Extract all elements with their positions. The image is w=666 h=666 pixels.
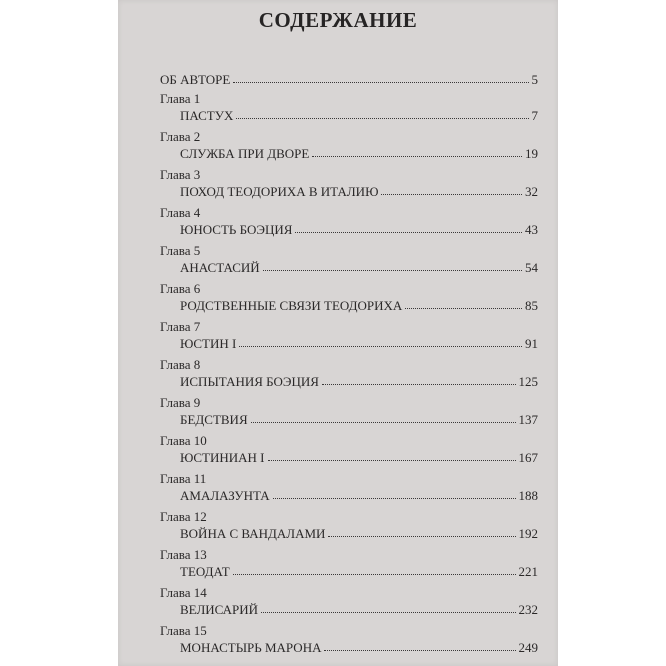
dot-leader: [312, 156, 522, 157]
table-of-contents: [118, 0, 558, 666]
dot-leader: [405, 308, 522, 309]
chapter-label: Глава 13: [160, 547, 207, 562]
chapter-label: Глава 15: [160, 623, 207, 638]
dot-leader: [261, 612, 515, 613]
dot-leader: [236, 118, 528, 119]
chapter-label: Глава 5: [160, 243, 201, 258]
page-number: 249: [518, 640, 538, 655]
entry-title: АНАСТАСИЙ: [180, 260, 260, 275]
entry-title: ЮСТИН I: [180, 336, 237, 351]
toc-entry[interactable]: [180, 334, 538, 350]
entry-title: РОДСТВЕННЫЕ СВЯЗИ ТЕОДОРИХА: [180, 298, 403, 313]
page-number: 19: [525, 146, 538, 161]
toc-entry[interactable]: [180, 182, 538, 198]
toc-entry[interactable]: [180, 106, 538, 122]
entry-title: ЮНОСТЬ БОЭЦИЯ: [180, 222, 293, 237]
page-number: 137: [518, 412, 538, 427]
entry-title: ЮСТИНИАН I: [180, 450, 265, 465]
page-title: СОДЕРЖАНИЕ: [258, 8, 418, 32]
dot-leader: [268, 460, 516, 461]
page-number: 192: [518, 526, 538, 541]
page-number: 91: [525, 336, 538, 351]
chapter-label: Глава 11: [160, 471, 207, 486]
chapter-label: Глава 3: [160, 167, 201, 182]
entry-title: ВЕЛИСАРИЙ: [180, 602, 259, 617]
toc-entry[interactable]: [180, 562, 538, 578]
page-number: 32: [525, 184, 538, 199]
chapter-label: Глава 1: [160, 91, 201, 106]
chapter-label: Глава 4: [160, 205, 201, 220]
entry-title: ПАСТУХ: [180, 108, 234, 123]
entry-title: БЕДСТВИЯ: [180, 412, 248, 427]
entry-title: АМАЛАЗУНТА: [180, 488, 270, 503]
dot-leader: [251, 422, 516, 423]
page-number: 221: [518, 564, 538, 579]
dot-leader: [328, 536, 515, 537]
entry-title: МОНАСТЫРЬ МАРОНА: [180, 640, 322, 655]
chapter-label: Глава 12: [160, 509, 207, 524]
page-number: 167: [518, 450, 538, 465]
toc-entry[interactable]: [180, 486, 538, 502]
dot-leader: [381, 194, 522, 195]
entry-title: ТЕОДАТ: [180, 564, 230, 579]
dot-leader: [239, 346, 522, 347]
dot-leader: [295, 232, 522, 233]
chapter-label: Глава 9: [160, 395, 201, 410]
entry-title: СЛУЖБА ПРИ ДВОРЕ: [180, 146, 310, 161]
entry-title: ПОХОД ТЕОДОРИХА В ИТАЛИЮ: [180, 184, 379, 199]
entry-title: ИСПЫТАНИЯ БОЭЦИЯ: [180, 374, 319, 389]
dot-leader: [273, 498, 516, 499]
dot-leader: [263, 270, 522, 271]
entry-title: ВОЙНА С ВАНДАЛАМИ: [180, 526, 326, 541]
toc-entry[interactable]: [180, 410, 538, 426]
chapter-label: Глава 6: [160, 281, 201, 296]
chapter-label: Глава 8: [160, 357, 201, 372]
toc-entry[interactable]: [180, 296, 538, 312]
toc-entry[interactable]: [180, 524, 538, 540]
dot-leader: [233, 82, 528, 83]
toc-entry[interactable]: [180, 144, 538, 160]
page-number: 85: [525, 298, 538, 313]
toc-entry[interactable]: [180, 372, 538, 388]
page-number: 43: [525, 222, 538, 237]
dot-leader: [322, 384, 516, 385]
toc-entry[interactable]: [180, 220, 538, 236]
toc-entry[interactable]: [160, 70, 538, 86]
entry-title: ОБ АВТОРЕ: [160, 72, 231, 87]
chapter-label: Глава 7: [160, 319, 201, 334]
dot-leader: [324, 650, 515, 651]
book-page: [118, 0, 558, 666]
toc-entry[interactable]: [180, 600, 538, 616]
dot-leader: [233, 574, 516, 575]
page-number: 125: [518, 374, 538, 389]
page-number: 5: [531, 72, 538, 87]
page-number: 54: [525, 260, 538, 275]
page-number: 188: [518, 488, 538, 503]
page-number: 232: [518, 602, 538, 617]
toc-entry[interactable]: [180, 448, 538, 464]
chapter-label: Глава 2: [160, 129, 201, 144]
chapter-label: Глава 14: [160, 585, 207, 600]
toc-entry[interactable]: [180, 638, 538, 654]
page-number: 7: [531, 108, 538, 123]
toc-entry[interactable]: [180, 258, 538, 274]
chapter-label: Глава 10: [160, 433, 207, 448]
